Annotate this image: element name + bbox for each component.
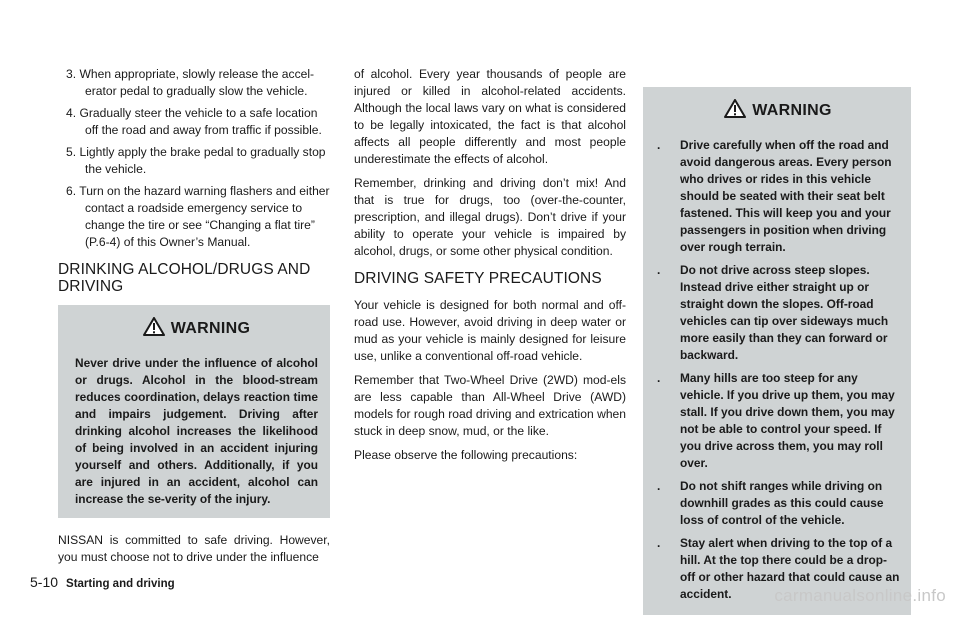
paragraph: Remember, drinking and driving don’t mix! And that is true for drugs, too (over-the-counter, prescription, and illegal drugs). Don’t drive if your ability to operate your vehicle is impaired by alcohol, drugs, or some other physical condition. — [354, 176, 626, 258]
warning-triangle-icon — [143, 317, 165, 341]
column-1 — [58, 66, 330, 573]
bullet: . — [657, 371, 661, 385]
section-heading-safety: DRIVING SAFETY PRECAUTIONS — [354, 270, 602, 287]
bullet: . — [657, 479, 661, 493]
page-number: 5-10 — [30, 574, 59, 590]
warning-title: WARNING — [170, 320, 251, 337]
watermark: carmanualsonline.info — [774, 586, 946, 605]
list-item: 5. Lightly apply the brake pedal to gradually stop the vehicle. — [66, 145, 326, 176]
column-3 — [643, 87, 911, 629]
list-item: . Do not drive across steep slopes. Instead drive either straight up or straight down the slopes. Off-road vehicles can tip over sideways much more easily than they can forward or backward. — [657, 263, 889, 362]
warning-title: WARNING — [752, 102, 832, 119]
warning-text: Never drive under the influence of alcohol or drugs. Alcohol in the blood-stream reduces coordination, delays reaction time and impairs judgement. Driving after drinking alcohol increases the likelihood of being involved in an accident injuring yourself and others. Additionally, if you are injured in an accident, alcohol can increase the se-verity of the injury. — [75, 356, 318, 506]
paragraph: Please observe the following precautions: — [354, 448, 578, 462]
warning-header — [75, 317, 318, 341]
paragraph: of alcohol. Every year thousands of people are injured or killed in alcohol-related accidents. Although the local laws vary on what is considered to be legally intoxicated, the fact is that alcohol affects all people differently and most people underestimate the effects of alcohol. — [354, 67, 626, 166]
paragraph: Remember that Two-Wheel Drive (2WD) mod-els are less capable than All-Wheel Drive (AWD) models for rough road driving and extrication when stuck in deep snow, mud, or the like. — [354, 373, 626, 438]
column-2 — [354, 66, 626, 471]
warning-header — [655, 99, 901, 123]
warning-box-alcohol — [58, 305, 330, 518]
bullet: . — [657, 138, 661, 152]
list-item: 3. When appropriate, slowly release the accel-erator pedal to gradually slow the vehicle. — [66, 67, 315, 98]
list-item: . Stay alert when driving to the top of a hill. At the top there could be a drop-off or other hazard that could cause an accident. — [657, 536, 900, 601]
warning-box-offroad — [643, 87, 911, 615]
page-footer — [30, 574, 175, 590]
bullet: . — [657, 536, 661, 550]
list-item: 6. Turn on the hazard warning flashers and either contact a roadside emergency service to change the tire or see “Changing a flat tire” (P.6-4) of this Owner’s Manual. — [66, 184, 330, 249]
warning-triangle-icon — [724, 99, 746, 123]
list-item: 4. Gradually steer the vehicle to a safe location off the road and away from traffic if possible. — [66, 106, 322, 137]
procedure-steps — [58, 66, 330, 251]
section-heading-alcohol: DRINKING ALCOHOL/DRUGS AND DRIVING — [58, 261, 311, 295]
paragraph: Your vehicle is designed for both normal and off-road use. However, avoid driving in deep water or mud as your vehicle is mainly designed for leisure use, unlike a conventional off-road vehicle. — [354, 298, 626, 363]
bullet: . — [657, 263, 661, 277]
list-item: . Many hills are too steep for any vehicle. If you drive up them, you may stall. If you drive down them, you may not be able to control your speed. If you drive across them, you may roll over. — [657, 371, 895, 470]
list-item: . Drive carefully when off the road and avoid dangerous areas. Every person who drives or rides in this vehicle should be seated with their seat belt fastened. This will keep you and your passengers in position when driving over rough terrain. — [657, 138, 892, 254]
paragraph: NISSAN is committed to safe driving. However, you must choose not to drive under the influence — [58, 533, 330, 564]
warning-list — [655, 137, 901, 603]
section-name: Starting and driving — [66, 578, 175, 590]
list-item: . Do not shift ranges while driving on downhill grades as this could cause loss of control of the vehicle. — [657, 479, 884, 527]
